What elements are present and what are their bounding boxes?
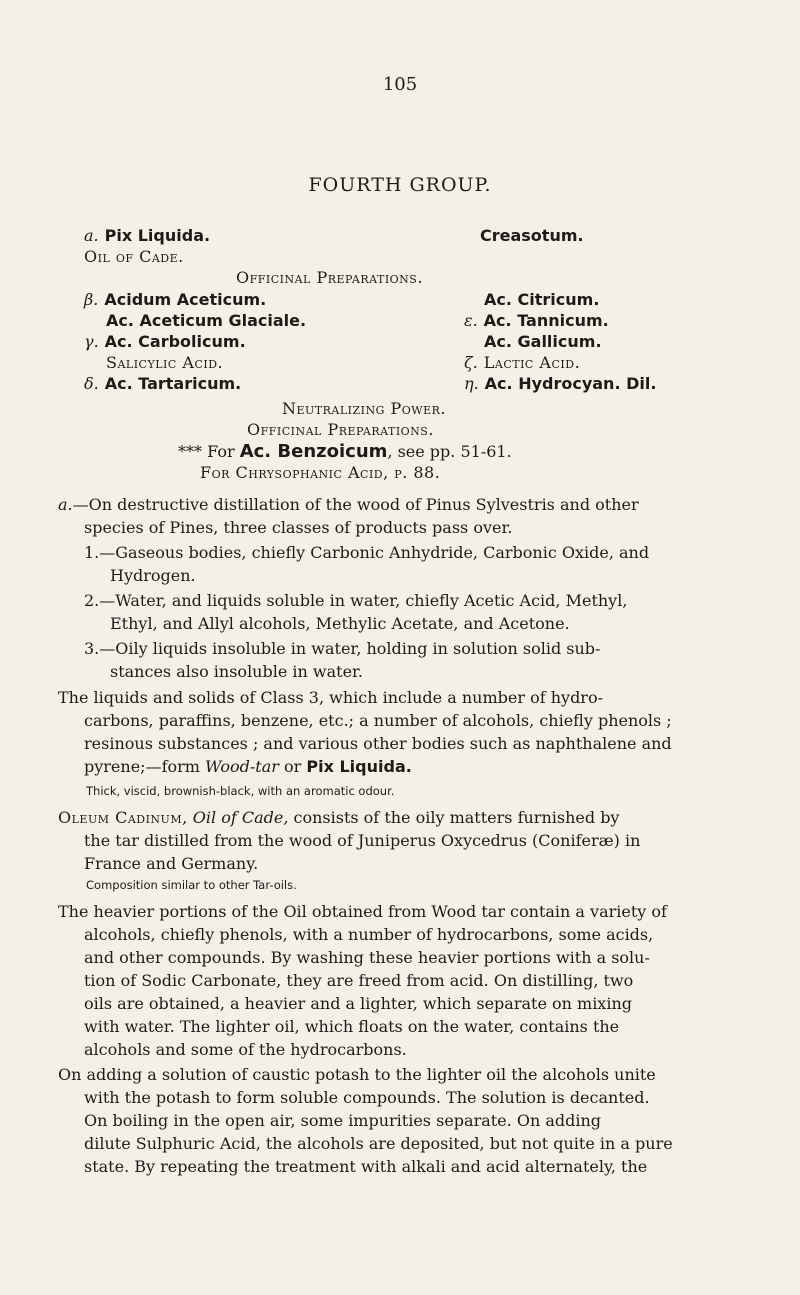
paragraph-liquids-solids — [58, 686, 738, 778]
note-chrysophanic: For Chrysophanic Acid, p. 88. — [200, 463, 441, 482]
row-letter: β. — [84, 290, 99, 309]
drug-creasotum: Creasotum. — [480, 226, 584, 245]
text-line: with the potash to form soluble compounds. The solution is decanted. — [84, 1088, 650, 1107]
list-item-2 — [84, 589, 734, 635]
text-line: stances also insoluble in water. — [110, 662, 364, 681]
row-a-left — [84, 226, 210, 245]
officinal-preparations-heading: Officinal Preparations. — [236, 268, 423, 287]
description-oil-of-cade: Composition similar to other Tar-oils. — [86, 878, 297, 892]
drug-name: Lactic Acid. — [483, 353, 581, 372]
drug-name: Ac. Citricum. — [484, 290, 600, 309]
row-letter: ζ. — [464, 353, 478, 372]
paragraph-oleum-cadinum — [58, 806, 738, 875]
text-line: species of Pines, three classes of products pass over. — [84, 518, 513, 537]
text-segment: or — [278, 757, 307, 776]
text-segment: consists of the oily matters furnished by — [288, 808, 620, 827]
text-line — [58, 806, 738, 829]
page-number: 105 — [382, 74, 418, 95]
text-line: carbons, paraffins, benzene, etc.; a number of alcohols, chiefly phenols ; — [84, 711, 672, 730]
description-wood-tar: Thick, viscid, brownish-black, with an aromatic odour. — [86, 784, 395, 798]
drug-name: Ac. Tannicum. — [483, 311, 609, 330]
text-line: resinous substances ; and various other bodies such as naphthalene and — [84, 734, 672, 753]
text-line: tion of Sodic Carbonate, they are freed from acid. On distilling, two — [84, 971, 634, 990]
paragraph-heavier-portions — [58, 900, 738, 1061]
wood-tar-term: Wood-tar — [205, 757, 279, 776]
note-prefix: *** For — [178, 442, 240, 461]
text-line: Ethyl, and Allyl alcohols, Methylic Acetate, and Acetone. — [110, 614, 570, 633]
text-line — [58, 755, 738, 778]
text-segment: pyrene;—form — [84, 757, 206, 776]
drug-name: Ac. Carbolicum. — [104, 332, 246, 351]
text-line: On adding a solution of caustic potash to the lighter oil the alcohols unite — [58, 1065, 656, 1084]
row-4-left — [100, 353, 223, 372]
text-line: the tar distilled from the wood of Juniperus Oxycedrus (Coniferæ) in — [84, 831, 641, 850]
row-letter: ε. — [464, 311, 478, 330]
paragraph-caustic-potash — [58, 1063, 738, 1178]
oil-of-cade-term: Oil of Cade, — [187, 808, 289, 827]
text-line: alcohols and some of the hydrocarbons. — [84, 1040, 407, 1059]
note-suffix: , see pp. 51-61. — [387, 442, 512, 461]
row-a-letter: a. — [84, 226, 99, 245]
officinal-preparations-heading-2: Officinal Preparations. — [247, 420, 434, 439]
text-line: The heavier portions of the Oil obtained from Wood tar contain a variety of — [58, 902, 667, 921]
text-line: alcohols, chiefly phenols, with a number of hydrocarbons, some acids, — [84, 925, 654, 944]
drug-name: Salicylic Acid. — [106, 353, 224, 372]
row-5-right — [464, 374, 656, 393]
row-letter: δ. — [84, 374, 99, 393]
row-letter: γ. — [84, 332, 99, 351]
list-item-3 — [84, 637, 734, 683]
drug-benzoicum: Ac. Benzoicum — [239, 441, 388, 462]
row-letter: η. — [464, 374, 479, 393]
row-1-right — [478, 290, 599, 309]
text-line: and other compounds. By washing these heavier portions with a solu- — [84, 948, 650, 967]
row-1-left — [84, 290, 266, 309]
note-benzoicum — [178, 441, 512, 462]
text-line: dilute Sulphuric Acid, the alcohols are deposited, but not quite in a pure — [84, 1134, 673, 1153]
text-line: Hydrogen. — [110, 566, 196, 585]
list-item-1 — [84, 541, 734, 587]
text-line: France and Germany. — [84, 854, 259, 873]
drug-name: Ac. Gallicum. — [484, 332, 602, 351]
text-line: The liquids and solids of Class 3, which include a number of hydro- — [58, 688, 603, 707]
row-4-right — [464, 353, 580, 372]
text-line: On boiling in the open air, some impurities separate. On adding — [84, 1111, 602, 1130]
text-line: —On destructive distillation of the wood of Pinus Sylvestris and other — [72, 495, 639, 514]
row-3-left — [84, 332, 246, 351]
drug-pix-liquida-ref: Pix Liquida. — [306, 757, 412, 776]
text-line: state. By repeating the treatment with alkali and acid alternately, the — [84, 1157, 648, 1176]
paragraph-destructive-distillation — [58, 493, 738, 539]
oleum-cadinum-term: Oleum Cadinum, — [58, 808, 188, 827]
drug-name: Ac. Aceticum Glaciale. — [106, 311, 307, 330]
drug-pix-liquida: Pix Liquida. — [104, 226, 211, 245]
drug-name: Acidum Aceticum. — [104, 290, 267, 309]
row-2-left — [100, 311, 306, 330]
row-3-right — [478, 332, 602, 351]
neutralizing-power-heading: Neutralizing Power. — [282, 399, 446, 418]
text-line: 2.—Water, and liquids soluble in water, chiefly Acetic Acid, Methyl, — [84, 591, 628, 610]
oil-of-cade: Oil of Cade. — [84, 247, 184, 266]
drug-name: Ac. Hydrocyan. Dil. — [484, 374, 657, 393]
drug-name: Ac. Tartaricum. — [104, 374, 242, 393]
para-letter: a. — [58, 495, 73, 514]
group-title: FOURTH GROUP. — [308, 174, 492, 196]
row-2-right — [464, 311, 609, 330]
text-line: oils are obtained, a heavier and a lighter, which separate on mixing — [84, 994, 632, 1013]
text-line: 1.—Gaseous bodies, chiefly Carbonic Anhydride, Carbonic Oxide, and — [84, 543, 650, 562]
row-5-left — [84, 374, 241, 393]
text-line: 3.—Oily liquids insoluble in water, holding in solution solid sub- — [84, 639, 601, 658]
text-line: with water. The lighter oil, which floats on the water, contains the — [84, 1017, 620, 1036]
